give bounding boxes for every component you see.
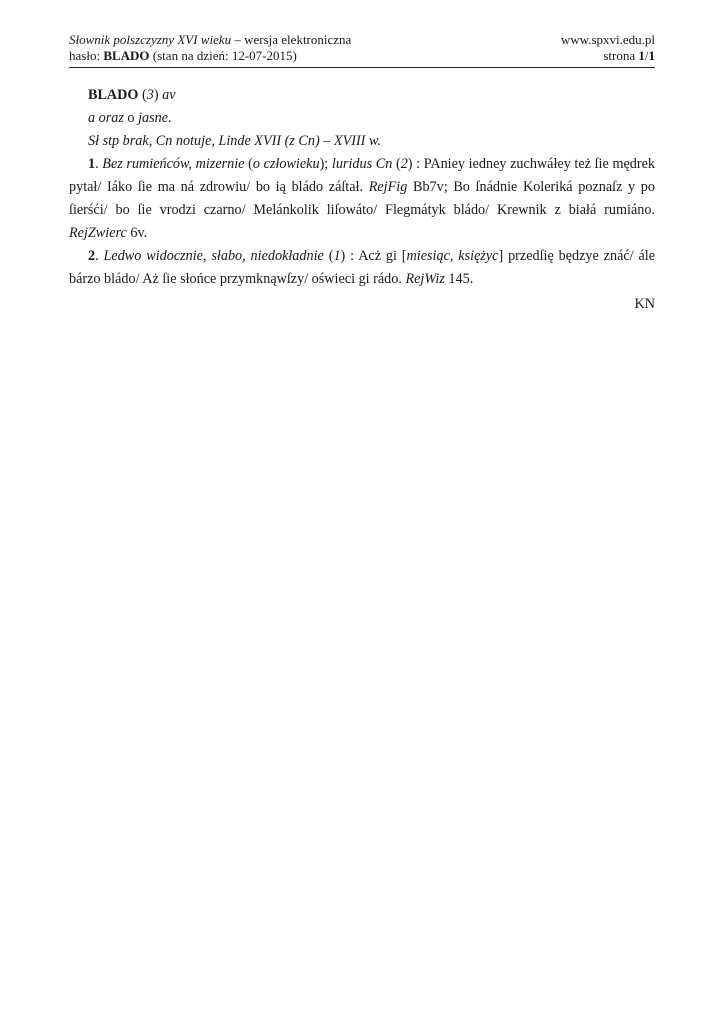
sense-2-count-open: ( [323, 248, 334, 264]
page-header [69, 32, 655, 64]
orth-variant-a: a oraz [88, 110, 124, 126]
location-1: Bb7v; [407, 179, 454, 195]
site-url[interactable]: www.spxvi.edu.pl [560, 32, 655, 47]
sense-1-count-close: ) : [407, 156, 424, 172]
sense-2-dot: . [95, 248, 104, 264]
source-rejfig: RejFig [368, 179, 408, 195]
header-entry-line [69, 48, 297, 64]
location-3: 145. [444, 271, 474, 287]
orth-variant-o: o [123, 110, 139, 126]
sense-2-number: 2 [88, 248, 96, 264]
header-dash: – [231, 32, 245, 47]
source-rejwiz: RejWiz [405, 271, 445, 287]
sense-1-count-open: ( [392, 156, 401, 172]
location-2: 6v. [126, 225, 148, 241]
page-indicator [603, 48, 655, 64]
header-headword: BLADO [103, 48, 150, 63]
editorial-gloss: miesiąc, księżyc [406, 248, 499, 264]
sense-1-dot: . [95, 156, 103, 172]
sense-2-count: 1 [333, 248, 341, 264]
header-title-line [69, 32, 351, 48]
entry-headword: BLADO [88, 87, 139, 103]
part-of-speech: av [162, 87, 176, 103]
sense-2-definition: Ledwo widocznie, słabo, niedokładnie [103, 248, 324, 264]
header-row-2 [69, 48, 655, 64]
sense-2 [69, 245, 655, 291]
author-signature: KN [634, 296, 655, 312]
sense-1 [69, 153, 655, 245]
page-total: 1 [648, 48, 655, 63]
header-rule [69, 67, 655, 68]
dictionary-entry [69, 84, 655, 316]
sense-2-count-close: ) : [340, 248, 359, 264]
dictionary-title: Słownik polszczyzny XVI wieku [69, 32, 232, 47]
sense-1-definition: Bez rumieńców, mizernie [102, 156, 245, 172]
sense-1-paren-open: ( [244, 156, 253, 172]
header-row-1 [69, 32, 655, 48]
sense-1-qualifier: o człowieku [252, 156, 320, 172]
sources-text: Sł stp brak, Cn notuje, Linde XVII (z Cn) – XVIII w. [88, 133, 381, 149]
count-paren-open: ( [138, 87, 147, 103]
entry-state-date: (stan na dzień: 12-07-2015) [149, 48, 297, 63]
orth-jasne: jasne [138, 110, 169, 126]
sense-1-number: 1 [88, 156, 96, 172]
occurrence-count: 3 [146, 87, 154, 103]
page-separator: / [644, 48, 649, 63]
page-label: strona [603, 48, 639, 63]
source-rejzwierc: RejZwierc [69, 225, 127, 241]
sources-line [69, 130, 655, 153]
count-paren-close: ) [153, 87, 163, 103]
quote-3-part-a: Acż gi [ [358, 248, 407, 264]
quote-1: PAniey iedney zuchwáłey też ſie mędrek pytał/ Iáko ſie ma ná zdrowiu/ bo ią bládo záſtał. [69, 156, 655, 195]
sense-1-paren-close: ); [319, 156, 332, 172]
quote-2: Bo ſnádnie Koleriká poznaſz y po ſierśći/ bo ſie vrodzi czarno/ Melánkolik liſowáto/ Flegmátyk bládo/ Krewnik z białá rumiáno. [69, 179, 655, 218]
entry-headline [69, 84, 655, 107]
orthography-line [69, 107, 655, 130]
version-label: wersja elektroniczna [244, 32, 352, 47]
haslo-label: hasło: [69, 48, 104, 63]
orth-period: . [168, 110, 172, 126]
page-number: 1 [638, 48, 645, 63]
quote-3-part-b: ] przedſię będzye znáć/ ále bárzo bládo/ Aż ſie słońce przymknąwſzy/ oświeci gi rádo. [69, 248, 656, 287]
sense-1-count: 2 [400, 156, 408, 172]
sense-1-latin: luridus Cn [331, 156, 393, 172]
